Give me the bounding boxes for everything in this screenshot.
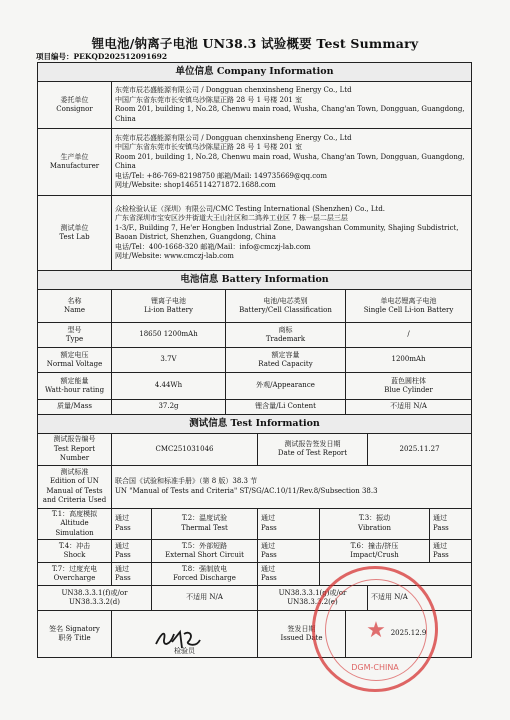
handwritten-signature xyxy=(152,626,204,652)
manufacturer-line: 中国广东省东莞市长安镇乌沙陈屋正路 28 号 1 号楼 201 室 xyxy=(115,143,303,151)
test-result-en: Pass xyxy=(261,551,277,559)
report-date-label-en: Date of Test Report xyxy=(277,449,348,458)
test-result: 通过 xyxy=(261,564,275,573)
class-label-en: Battery/Cell Classification xyxy=(239,306,332,314)
manufacturer-row xyxy=(38,129,472,196)
mass-label: 质量/Mass xyxy=(38,400,112,415)
battery-name-row xyxy=(38,290,472,323)
test-item-name: T.8：强制放电 xyxy=(181,564,228,573)
consignor-line: 东莞市辰芯盛能源有限公司 / Dongguan chenxinsheng Energy Co., Ltd xyxy=(115,86,352,94)
test-item-name-en: Forced Discharge xyxy=(173,574,236,582)
test-items-row xyxy=(38,508,472,540)
test-item-name: T.7：过度充电 xyxy=(51,564,98,573)
test-item-name-en: Thermal Test xyxy=(181,523,228,532)
inspector-title: 检验员 xyxy=(174,646,195,655)
report-label-cn: 测试报告编号 xyxy=(53,435,96,443)
report-date: 2025.11.27 xyxy=(368,434,472,466)
voltage-label-en: Normal Voltage xyxy=(46,360,103,368)
un-criteria-1-label: UN38.3.3.1(f)或/or UN38.3.3.2(d) xyxy=(38,586,152,611)
test-result-en: Pass xyxy=(261,574,277,582)
appearance-label: 外观/Appearance xyxy=(226,373,346,400)
stamp-text: DGM-CHINA xyxy=(351,663,399,672)
class-value-cn: 单电芯锂离子电池 xyxy=(380,296,437,305)
test-result: 通过 xyxy=(433,514,447,523)
test-item-name: T.4：冲击 xyxy=(58,541,91,550)
manufacturer-label-en: Manufacturer xyxy=(49,162,100,170)
battery-type-row xyxy=(38,323,472,348)
test-result: 通过 xyxy=(261,514,275,523)
report-number: CMC251031046 xyxy=(112,434,258,466)
capacity-value: 1200mAh xyxy=(346,348,472,373)
manufacturer-line: 网址/Website: shop1465114271872.1688.com xyxy=(115,181,276,189)
issued-date-label-en: Issued Date xyxy=(280,634,323,642)
test-item-name: T.2：温度试验 xyxy=(181,514,228,523)
company-seal-stamp xyxy=(312,566,438,692)
appearance-value-en: Blue Cylinder xyxy=(384,386,433,394)
li-content-label: 锂含量/Li Content xyxy=(226,400,346,415)
test-item-name-en: Overcharge xyxy=(53,574,96,582)
battery-mass-row xyxy=(38,400,472,415)
energy-label-en: Watt-hour rating xyxy=(44,386,105,394)
battery-voltage-row xyxy=(38,348,472,373)
un-criteria-2-label: UN38.3.3.1(g)或/or UN38.3.3.2(e) xyxy=(258,586,368,611)
lab-row xyxy=(38,196,472,271)
mass-value: 37.2g xyxy=(112,400,226,415)
test-result-en: Pass xyxy=(115,574,131,582)
signatory-label: 签名 Signatory xyxy=(49,624,100,633)
voltage-label-cn: 额定电压 xyxy=(60,350,89,359)
test-result-en: Pass xyxy=(115,551,131,559)
test-item-name-en: Impact/Crush xyxy=(350,551,399,559)
document-title: 锂电池/钠离子电池 UN38.3 试验概要 Test Summary xyxy=(91,36,419,51)
standard-label-cn: 测试标准 xyxy=(60,467,89,476)
lab-line: 广东省深圳市宝安区沙井街道大王山社区和二鸿养工业区 7 栋一层二层三层 xyxy=(115,214,348,222)
report-label-en: Test Report Number xyxy=(53,444,96,462)
standard-row xyxy=(38,465,472,508)
battery-section-header: 电池信息 Battery Information xyxy=(38,271,472,290)
test-result-en: Pass xyxy=(115,523,131,532)
test-item-name-en: External Short Circuit xyxy=(165,551,244,559)
consignor-label-en: Consignor xyxy=(56,105,93,113)
lab-line: 1-3/F., Building 7, He'er Hongben Industrial Zone, Dawangshan Community, Shajing Subdistrict, Baoan District, Shenzhen, Guangdong, China xyxy=(115,223,459,241)
test-result-en: Pass xyxy=(261,523,277,532)
lab-label-cn: 测试单位 xyxy=(60,223,89,232)
test-item-name-en: Altitude Simulation xyxy=(55,519,94,537)
un-criteria-1-value: 不适用 N/A xyxy=(152,586,258,611)
stamp-star-icon: ★ xyxy=(366,618,386,643)
trademark-value: / xyxy=(346,323,472,348)
energy-value: 4.44Wh xyxy=(112,373,226,400)
lab-line: 众检检验认证（深圳）有限公司/CMC Testing International (Shenzhen) Co., Ltd. xyxy=(115,204,386,213)
test-result: 通过 xyxy=(433,541,447,550)
name-label-en: Name xyxy=(63,306,86,314)
capacity-label-en: Rated Capacity xyxy=(258,360,313,368)
test-result: 通过 xyxy=(261,541,275,550)
name-label-cn: 名称 xyxy=(67,296,82,305)
un-criteria-2-value: 不适用 N/A xyxy=(368,586,472,611)
lab-line: 电话/Tel：400-1668-320 邮箱/Mail：info@cmczj-lab.com xyxy=(115,242,311,251)
test-item-name-en: Vibration xyxy=(358,523,391,532)
capacity-label-cn: 额定容量 xyxy=(271,350,300,359)
test-result: 通过 xyxy=(115,564,129,573)
test-item-name: T.3：振动 xyxy=(358,514,391,523)
test-item-name: T.6：撞击/挤压 xyxy=(350,541,399,550)
consignor-row xyxy=(38,82,472,129)
test-items-row xyxy=(38,540,472,563)
issued-date-label-cn: 签发日期 xyxy=(287,624,316,633)
manufacturer-line: 东莞市辰芯盛能源有限公司 / Dongguan chenxinsheng Energy Co., Ltd xyxy=(115,133,352,142)
test-item-name-en: Shock xyxy=(63,551,86,559)
type-label-en: Type xyxy=(65,335,84,343)
consignor-label-cn: 委托单位 xyxy=(60,95,89,104)
consignor-line: Room 201, building 1, No.28, Chenwu main road, Wusha, Chang'an Town, Dongguan, Guangdong, China xyxy=(115,105,465,123)
manufacturer-label-cn: 生产单位 xyxy=(60,152,89,161)
test-item-name: T.5：外部短路 xyxy=(181,541,228,550)
lab-label-en: Test Lab xyxy=(59,233,90,241)
summary-table xyxy=(37,62,472,658)
issued-date: 2025.12.9 xyxy=(346,611,472,658)
consignor-line: 中国广东省东莞市长安镇乌沙陈屋正路 28 号 1 号楼 201 室 xyxy=(115,95,303,104)
standard-value-en: UN "Manual of Tests and Criteria" ST/SG/AC.10/11/Rev.8/Subsection 38.3 xyxy=(115,486,378,495)
manufacturer-line: Room 201, building 1, No.28, Chenwu main road, Wusha, Chang'an Town, Dongguan, Guangdong, China xyxy=(115,152,465,170)
voltage-value: 3.7V xyxy=(112,348,226,373)
class-label-cn: 电池/电芯类别 xyxy=(263,296,308,305)
test-item-name: T.1：高度模拟 xyxy=(51,509,98,518)
name-value-en: Li-ion Battery xyxy=(144,306,193,314)
test-result: 通过 xyxy=(115,541,129,550)
report-date-label-cn: 测试报告签发日期 xyxy=(284,439,341,448)
test-result-en: Pass xyxy=(433,551,449,559)
standard-value-cn: 联合国《试验和标准手册》（第 8 版）38.3 节 xyxy=(115,477,258,485)
trademark-label-cn: 商标 xyxy=(278,325,293,334)
manufacturer-line: 电话/Tel: +86-769-82198750 邮箱/Mail: 149735669@qq.com xyxy=(115,171,327,180)
lab-line: 网址/Website: www.cmczj-lab.com xyxy=(115,252,234,260)
appearance-value-cn: 蓝色圆柱体 xyxy=(391,376,427,385)
li-content-value: 不适用 N/A xyxy=(346,400,472,415)
battery-energy-row xyxy=(38,373,472,400)
type-value: 18650 1200mAh xyxy=(112,323,226,348)
test-section-header: 测试信息 Test Information xyxy=(38,415,472,434)
name-value-cn: 锂离子电池 xyxy=(151,296,186,305)
class-value-en: Single Cell Li-ion Battery xyxy=(363,306,454,314)
standard-label-en: Edition of UN Manual of Tests and Criteria Used xyxy=(42,477,107,504)
type-label-cn: 型号 xyxy=(67,325,82,334)
energy-label-cn: 额定能量 xyxy=(60,376,89,385)
test-result: 通过 xyxy=(115,514,129,523)
report-row xyxy=(38,434,472,466)
title-label: 职务 Title xyxy=(58,634,91,642)
trademark-label-en: Trademark xyxy=(265,335,306,343)
company-section-header: 单位信息 Company Information xyxy=(38,63,472,82)
test-result-en: Pass xyxy=(433,523,449,532)
project-number: 项目编号：PEKQD202512091692 xyxy=(36,52,168,61)
